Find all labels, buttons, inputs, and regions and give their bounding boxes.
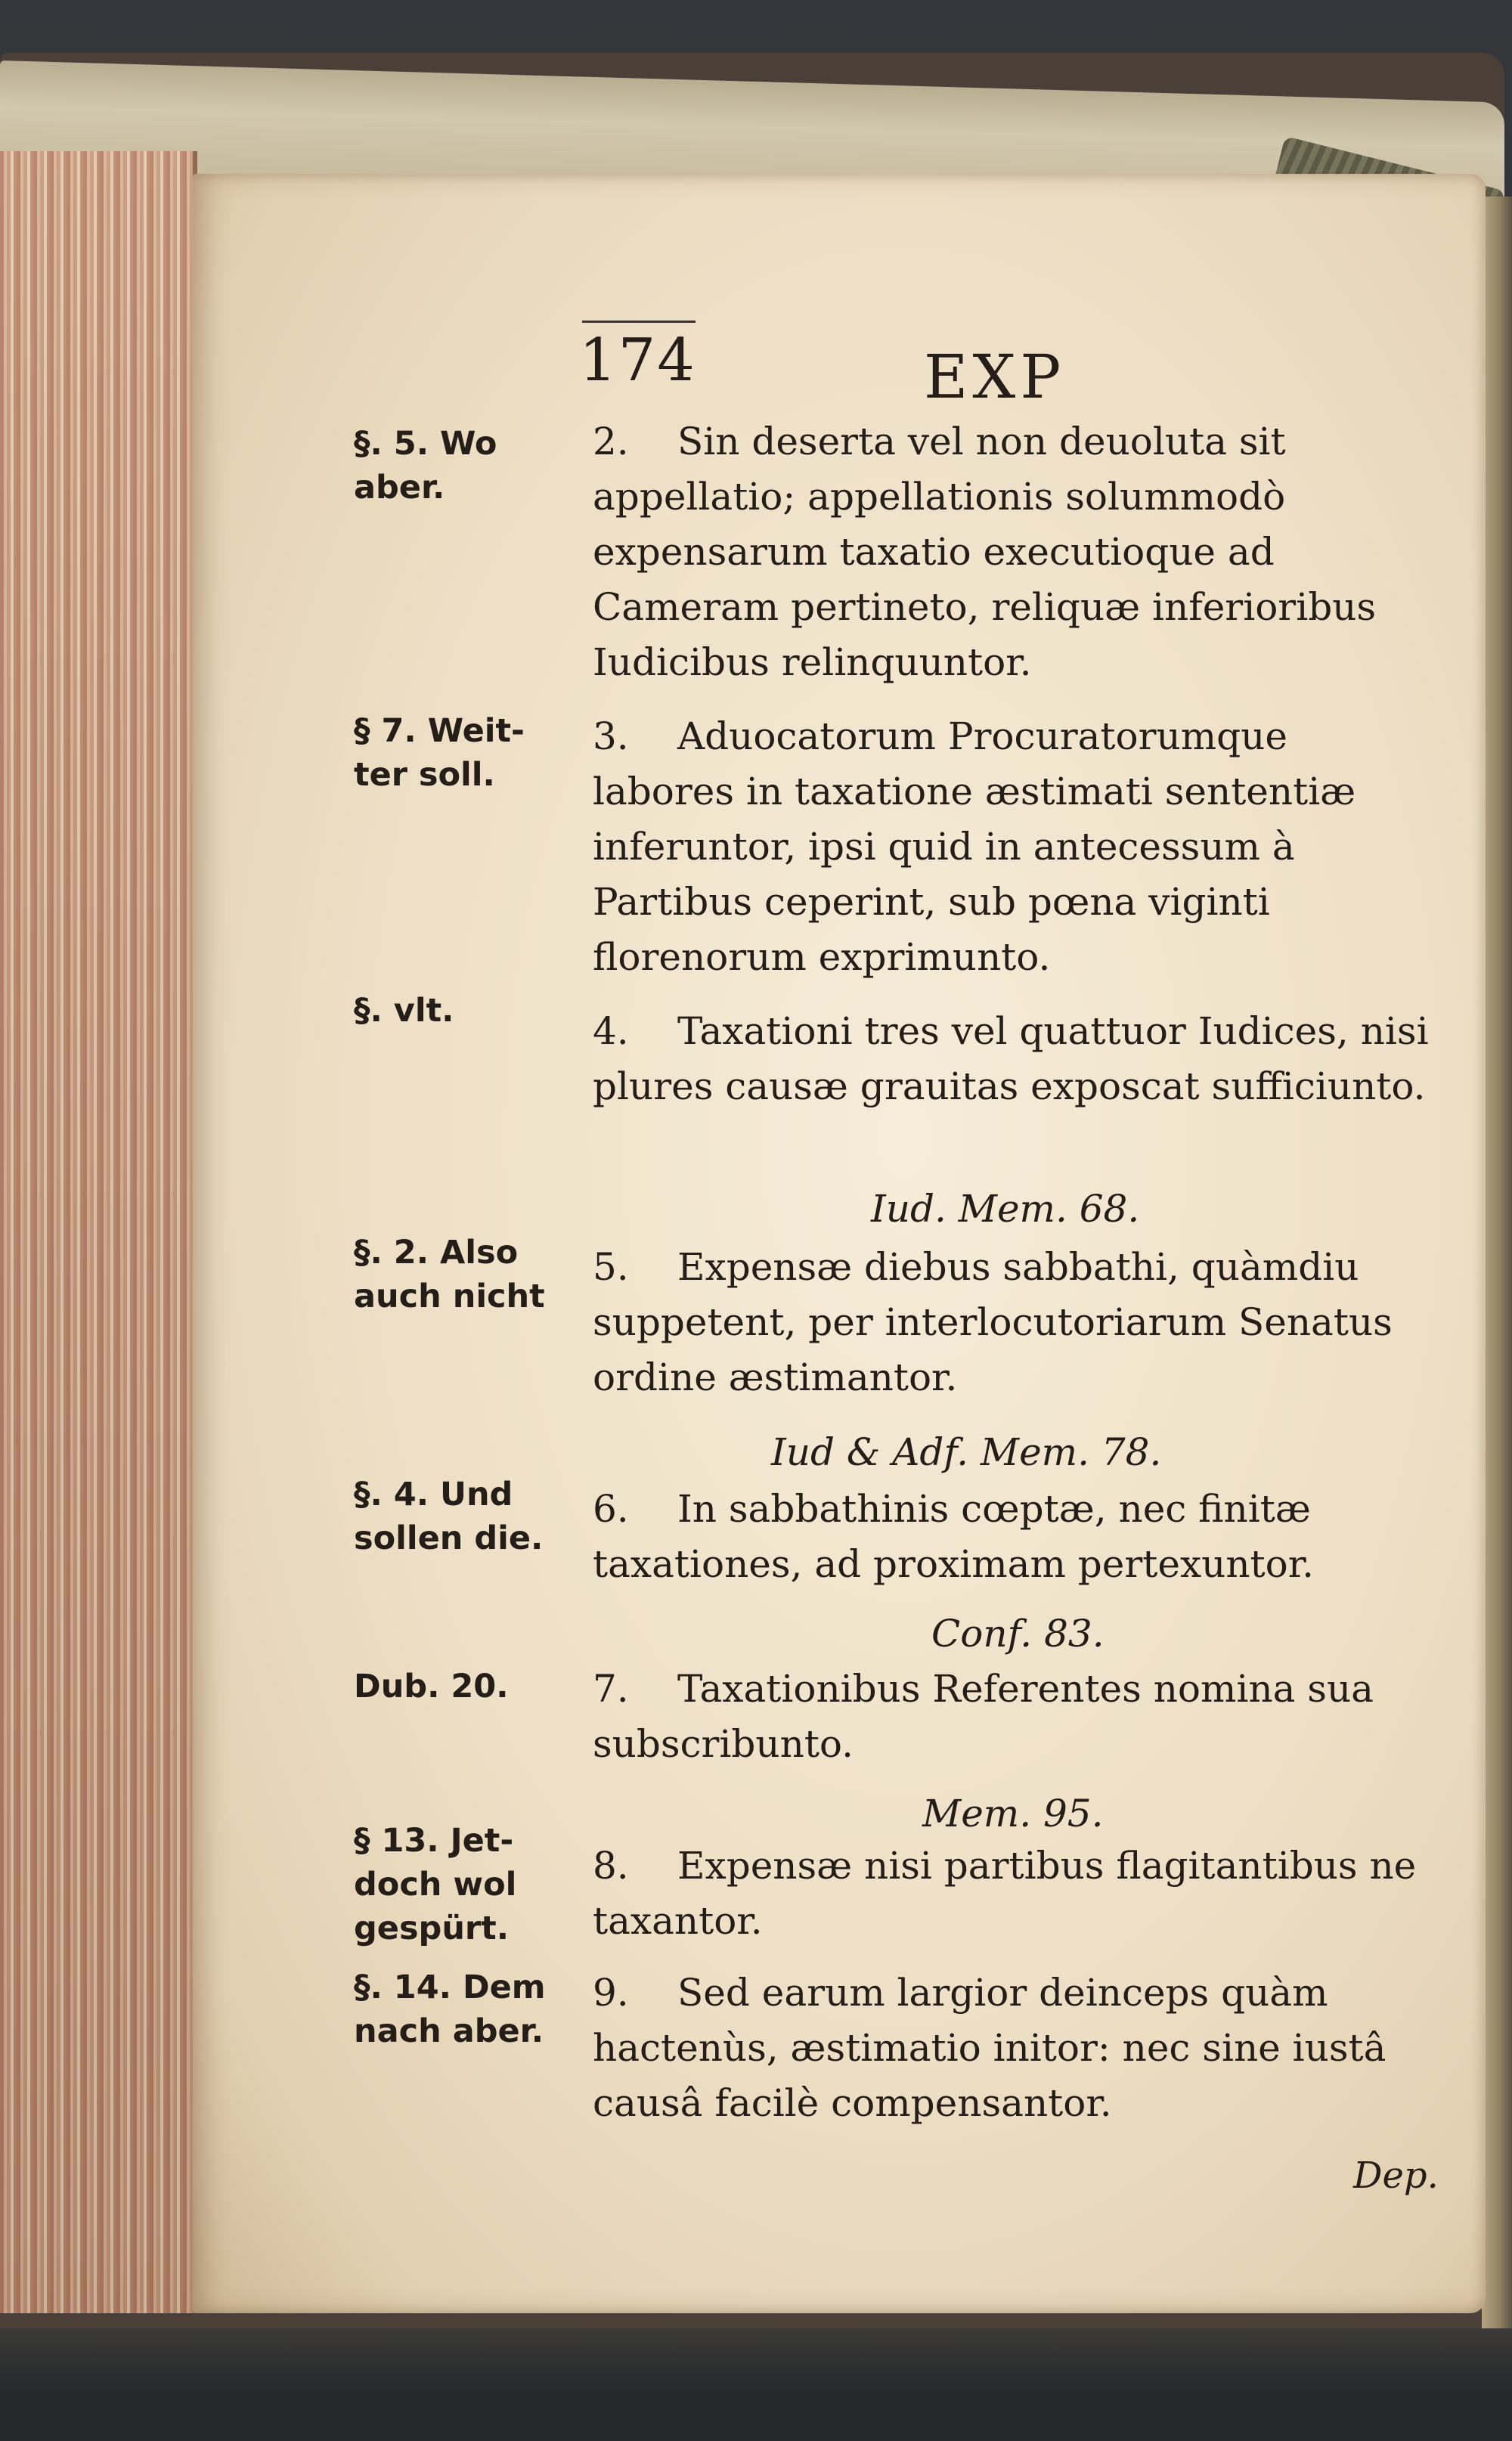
marginal-note: Dub. 20.: [354, 1668, 509, 1705]
paragraph: [593, 1482, 1432, 1592]
citation: Conf. 83.: [931, 1612, 1105, 1656]
paragraph-number: 9.: [593, 1971, 629, 2015]
book-right-edge: [1482, 197, 1512, 2328]
paragraph-text: Expensæ nisi partibus flagitantibus ne taxantor.: [593, 1844, 1417, 1943]
paragraph: [593, 1240, 1432, 1405]
page-stack-edge: [0, 151, 197, 2313]
marginal-note: §. 4. Und sollen die.: [354, 1476, 544, 1557]
citation: Mem. 95.: [922, 1792, 1104, 1835]
running-head: EXP: [924, 342, 1066, 412]
paragraph-number: 8.: [593, 1844, 629, 1888]
paragraph-number: 2.: [593, 420, 629, 463]
paragraph: [593, 414, 1432, 690]
citation: Iud. Mem. 68.: [871, 1187, 1140, 1231]
paragraph-text: Aduocatorum Procuratorumque labores in taxatione æstimati sententiæ inferuntor, ipsi quid in antecessum à Partibus ceperint, sub pœna viginti florenorum exprimunto.: [593, 714, 1356, 979]
paragraph-text: In sabbathinis cœptæ, nec finitæ taxationes, ad proximam pertexuntor.: [593, 1487, 1315, 1586]
marginal-note: § 7. Weit- ter soll.: [354, 712, 525, 794]
paragraph: [593, 1662, 1432, 1772]
marginal-note: §. 5. Wo aber.: [354, 425, 497, 506]
catchword: Dep.: [1353, 2154, 1439, 2197]
marginal-note: §. 14. Dem nach aber.: [354, 1969, 546, 2050]
marginal-note: §. 2. Also auch nicht: [354, 1234, 545, 1315]
bottom-shadow: [0, 2328, 1512, 2441]
paragraph-text: Taxationi tres vel quattuor Iudices, nisi plures causæ grauitas exposcat sufficiunto.: [593, 1009, 1429, 1108]
paragraph-text: Expensæ diebus sabbathi, quàmdiu suppetent, per interlocutoriarum Senatus ordine æstimantor.: [593, 1245, 1393, 1399]
citation: Iud & Adf. Mem. 78.: [771, 1430, 1162, 1474]
paragraph-text: Sin deserta vel non deuoluta sit appellatio; appellationis solummodò expensarum taxatio executioque ad Cameram pertineto, reliquæ inferioribus Iudicibus relinquuntor.: [593, 420, 1377, 684]
paragraph-number: 7.: [593, 1667, 629, 1711]
paragraph: [593, 1838, 1432, 1949]
paragraph: [593, 1966, 1432, 2131]
paragraph: [593, 1004, 1432, 1114]
paragraph-number: 5.: [593, 1245, 629, 1289]
paragraph-number: 6.: [593, 1487, 629, 1531]
paragraph-text: Taxationibus Referentes nomina sua subscribunto.: [593, 1667, 1374, 1766]
marginal-note: §. vlt.: [354, 992, 454, 1030]
paragraph-number: 4.: [593, 1009, 629, 1053]
marginal-note: § 13. Jet- doch wol gespürt.: [354, 1822, 517, 1947]
page-number: 174: [579, 327, 696, 395]
paragraph-number: 3.: [593, 714, 629, 758]
paragraph-text: Sed earum largior deinceps quàm hactenùs, æstimatio initor: nec sine iustâ causâ facilè compensantor.: [593, 1971, 1387, 2125]
paragraph: [593, 709, 1432, 985]
